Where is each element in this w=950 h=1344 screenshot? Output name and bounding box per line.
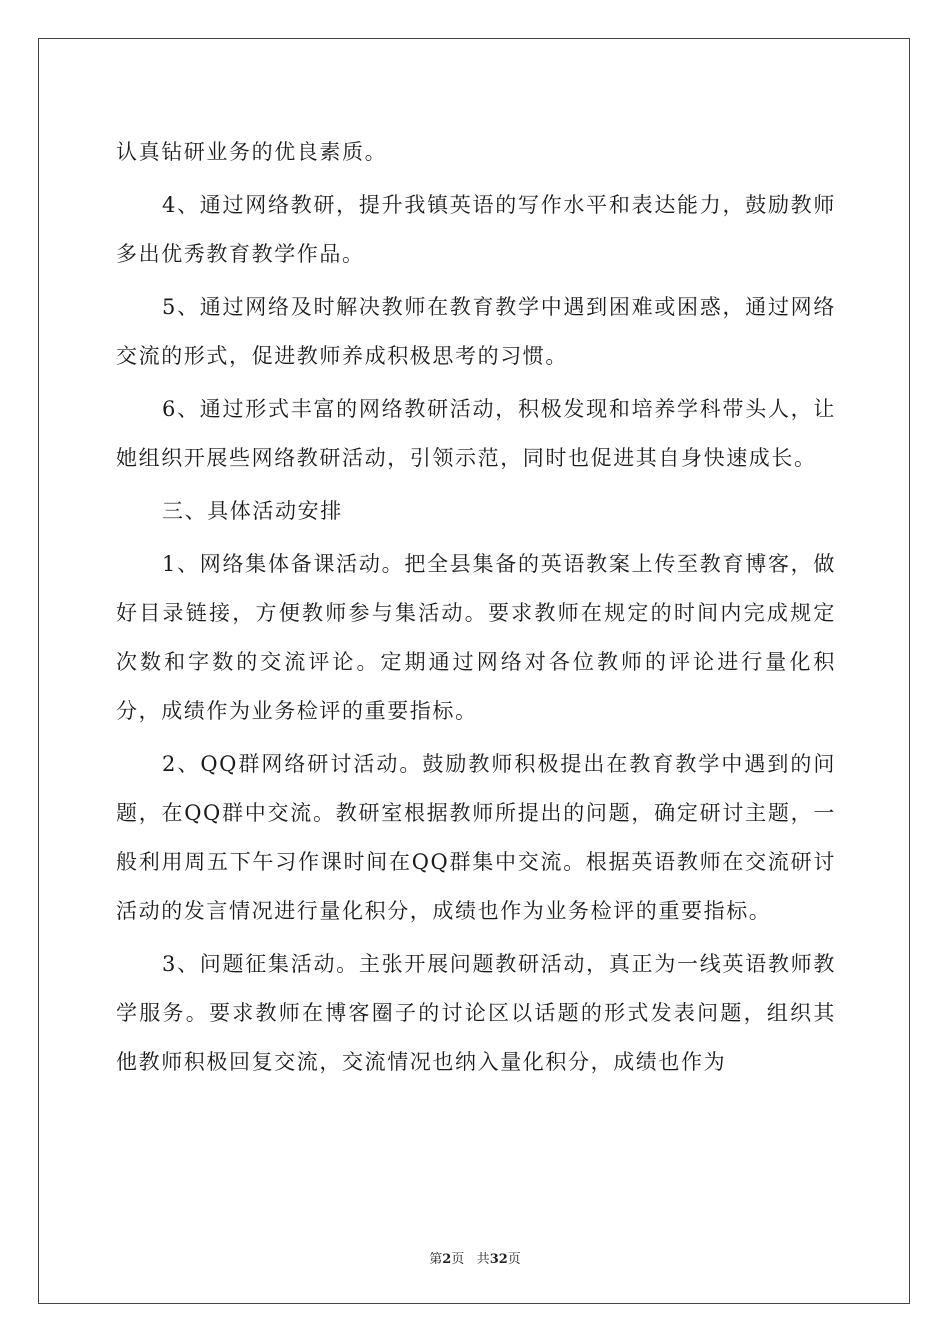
paragraph-4: 6、通过形式丰富的网络教研活动，积极发现和培养学科带头人，让她组织开展些网络教研活动，引领示范，同时也促进其自身快速成长。 — [116, 397, 836, 470]
page-prefix: 第 — [429, 1252, 443, 1267]
page-unit: 页 — [451, 1252, 465, 1267]
total-unit: 页 — [507, 1252, 521, 1267]
document-body — [116, 128, 836, 1087]
page-footer — [0, 1248, 950, 1267]
total-prefix: 共 — [476, 1252, 490, 1267]
paragraph-1: 认真钻研业务的优良素质。 — [116, 140, 388, 164]
paragraph-8: 3、问题征集活动。主张开展问题教研活动，真正为一线英语教师教学服务。要求教师在博客圈子的讨论区以话题的形式发表问题，组织其他教师积极回复交流，交流情况也纳入量化积分，成绩也作为 — [116, 952, 836, 1074]
paragraph-7: 2、QQ群网络研讨活动。鼓励教师积极提出在教育教学中遇到的问题，在QQ群中交流。教研室根据教师所提出的问题，确定研讨主题，一般利用周五下午习作课时间在QQ群集中交流。根据英语教师在交流研讨活动的发言情况进行量化积分，成绩也作为业务检评的重要指标。 — [116, 752, 836, 923]
page-current: 2 — [442, 1252, 452, 1267]
section-heading: 三、具体活动安排 — [162, 499, 343, 523]
paragraph-6: 1、网络集体备课活动。把全县集备的英语教案上传至教育博客，做好目录链接，方便教师参与集活动。要求教师在规定的时间内完成规定次数和字数的交流评论。定期通过网络对各位教师的评论进行量化积分，成绩作为业务检评的重要指标。 — [116, 552, 836, 723]
paragraph-2: 4、通过网络教研，提升我镇英语的写作水平和表达能力，鼓励教师多出优秀教育教学作品。 — [116, 193, 836, 266]
page-total: 32 — [489, 1252, 508, 1267]
paragraph-3: 5、通过网络及时解决教师在教育教学中遇到困难或困惑，通过网络交流的形式，促进教师养成积极思考的习惯。 — [116, 295, 836, 368]
